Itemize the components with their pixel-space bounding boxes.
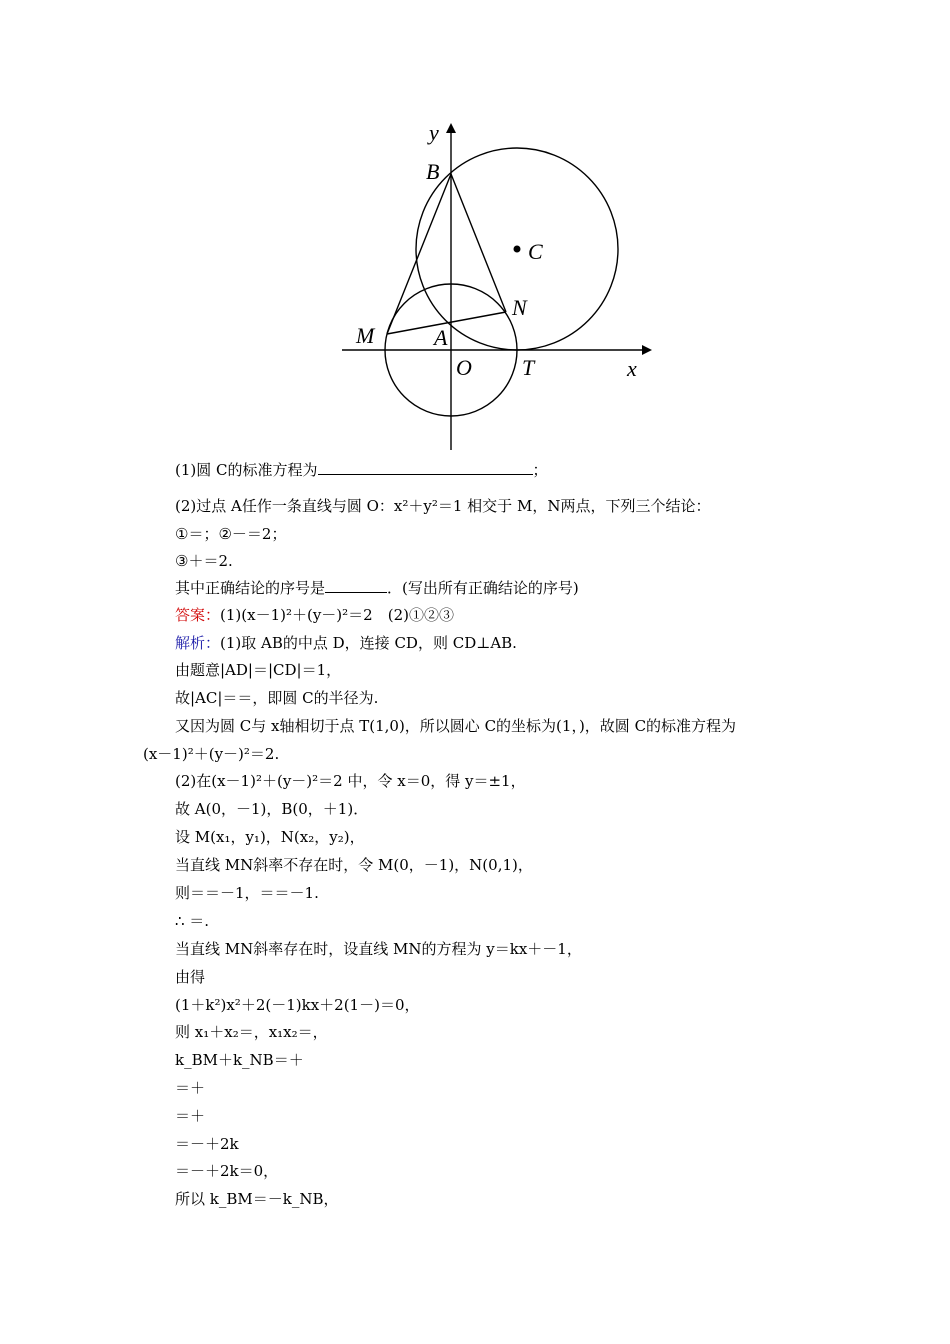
- conclusions-1-2: ①＝；②－＝2；: [175, 525, 287, 543]
- geometry-figure: [330, 115, 660, 460]
- solution-line-20: 所以 k_BM＝－k_NB，: [175, 1190, 339, 1208]
- solution-line-12: 由得: [175, 968, 206, 986]
- solution-line-6: 故 A(0，－1)，B(0，＋1)．: [175, 800, 369, 818]
- solution-line-8: 当直线 MN斜率不存在时，令 M(0，－1)，N(0,1)，: [175, 856, 533, 874]
- answer-text: (1)(x－1)²＋(y－)²＝2 (2)①②③: [220, 606, 454, 624]
- solution-line-13: (1＋k²)x²＋2(－1)kx＋2(1－)＝0，: [175, 996, 420, 1014]
- analysis-text: (1)取 AB的中点 D，连接 CD，则 CD⊥AB.: [220, 634, 517, 652]
- answer-line: [175, 605, 454, 625]
- solution-line-5: (2)在(x－1)²＋(y－)²＝2 中，令 x＝0，得 y＝±1，: [175, 772, 526, 790]
- question-ask: [175, 578, 579, 598]
- label-a: A: [434, 325, 448, 350]
- label-m: M: [356, 323, 375, 348]
- solution-line-11: 当直线 MN斜率存在时，设直线 MN的方程为 y＝kx＋－1，: [175, 940, 582, 958]
- label-t: T: [522, 355, 535, 380]
- conclusion-3: ③＋＝2.: [175, 552, 233, 570]
- solution-line-16: ＝＋: [175, 1079, 206, 1097]
- solution-line-7: 设 M(x₁，y₁)，N(x₂，y₂)，: [175, 828, 365, 846]
- question-1: [175, 460, 548, 480]
- answer-blank-2: [325, 578, 387, 593]
- label-n: N: [512, 295, 527, 320]
- question-1-text: (1)圆 C的标准方程为: [175, 461, 318, 479]
- label-x: x: [627, 356, 637, 381]
- solution-line-2: 故|AC|＝＝，即圆 C的半径为.: [175, 689, 379, 707]
- solution-line-19: ＝－＋2k＝0，: [175, 1162, 279, 1180]
- solution-line-3: 又因为圆 C与 x轴相切于点 T(1,0)，所以圆心 C的坐标为(1，)，故圆 C的标准方程为: [175, 717, 737, 735]
- solution-line-17: ＝＋: [175, 1107, 206, 1125]
- solution-line-14: 则 x₁＋x₂＝，x₁x₂＝，: [175, 1023, 328, 1041]
- label-b: B: [426, 159, 440, 184]
- solution-line-1: 由题意|AD|＝|CD|＝1，: [175, 661, 342, 679]
- line-bm: [387, 174, 451, 334]
- answer-blank-1: [318, 460, 533, 475]
- label-y: y: [429, 120, 439, 145]
- center-c-point: [514, 246, 521, 253]
- solution-line-15: k_BM＋k_NB＝＋: [175, 1051, 304, 1069]
- y-axis-arrow: [446, 123, 456, 133]
- question-1-tail: ；: [532, 461, 548, 479]
- solution-line-4: (x－1)²＋(y－)²＝2.: [143, 745, 280, 763]
- x-axis-arrow: [642, 345, 652, 355]
- line-bn: [451, 174, 506, 312]
- label-o: O: [456, 355, 472, 380]
- ask-tail: ．(写出所有正确结论的序号): [387, 579, 579, 597]
- ask-text: 其中正确结论的序号是: [175, 579, 326, 597]
- solution-line-10: ∴ ＝.: [175, 912, 210, 930]
- analysis-label: 解析：: [175, 634, 221, 652]
- solution-line-18: ＝－＋2k: [175, 1135, 239, 1153]
- question-2: (2)过点 A任作一条直线与圆 O：x²＋y²＝1 相交于 M，N两点，下列三个结论：: [175, 497, 711, 515]
- label-c: C: [528, 239, 543, 264]
- answer-label: 答案：: [175, 606, 221, 624]
- analysis-line: [175, 633, 517, 653]
- geometry-diagram: [330, 115, 660, 460]
- solution-line-9: 则＝＝－1，＝＝－1.: [175, 884, 319, 902]
